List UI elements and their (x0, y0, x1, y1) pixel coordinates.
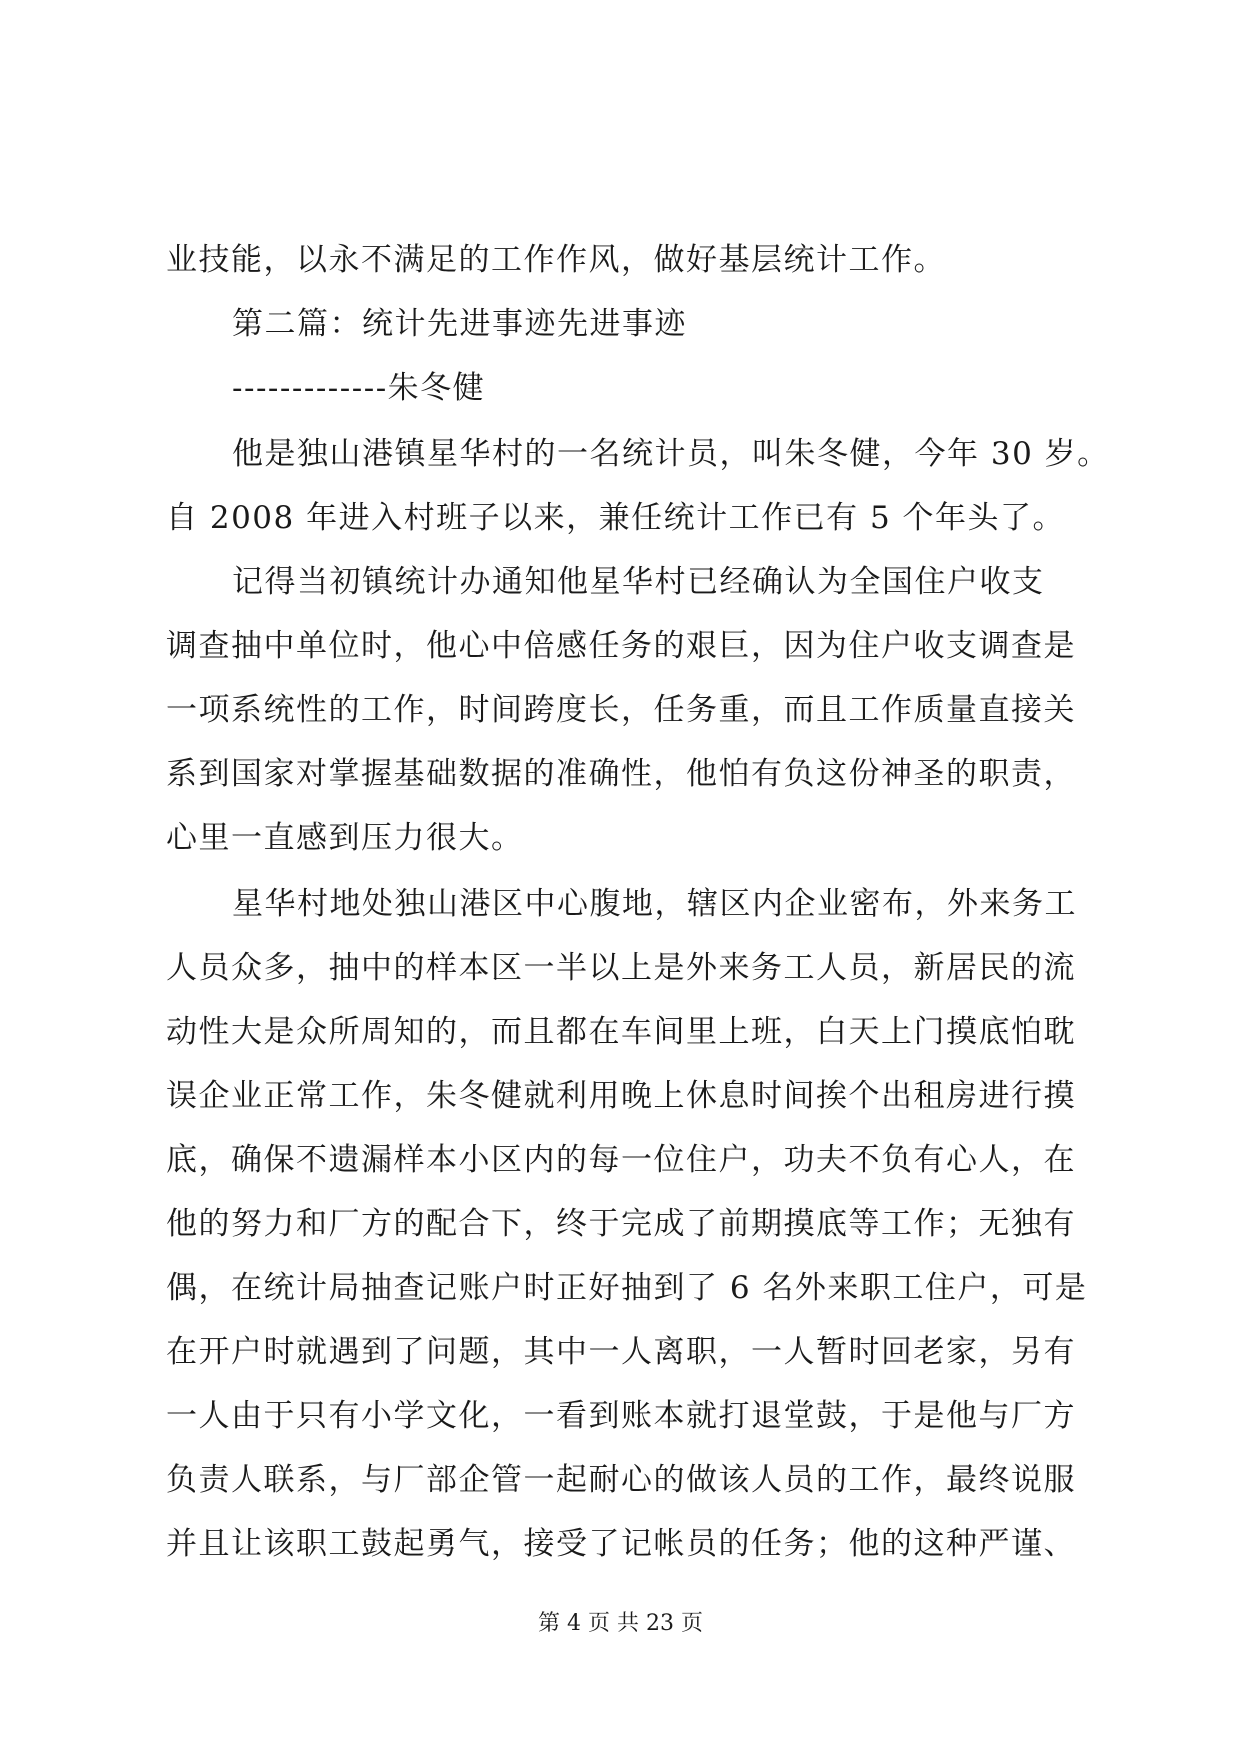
body-text-line: 在开户时就遇到了问题，其中一人离职，一人暂时回老家，另有 (166, 1334, 1076, 1370)
body-text-line: 系到国家对掌握基础数据的准确性，他怕有负这份神圣的职责， (166, 756, 1076, 792)
body-text-line: 偶，在统计局抽查记账户时正好抽到了 6 名外来职工住户，可是 (166, 1270, 1088, 1306)
body-text-line: 调查抽中单位时，他心中倍感任务的艰巨，因为住户收支调查是 (166, 628, 1076, 664)
section-heading: 第二篇：统计先进事迹先进事迹 (232, 306, 687, 342)
body-text-line: 底，确保不遗漏样本小区内的每一位住户，功夫不负有心人，在 (166, 1142, 1076, 1178)
body-text-line: 一项系统性的工作，时间跨度长，任务重，而且工作质量直接关 (166, 692, 1076, 728)
page-number-footer: 第 4 页 共 23 页 (538, 1611, 703, 1636)
body-text-line: 业技能，以永不满足的工作作风，做好基层统计工作。 (166, 242, 946, 278)
body-text-line: 动性大是众所周知的，而且都在车间里上班，白天上门摸底怕耽 (166, 1014, 1076, 1050)
body-text-line: 他是独山港镇星华村的一名统计员，叫朱冬健，今年 30 岁。 (232, 436, 1110, 472)
body-text-line: 星华村地处独山港区中心腹地，辖区内企业密布，外来务工 (232, 886, 1077, 922)
body-text-line: 负责人联系，与厂部企管一起耐心的做该人员的工作，最终说服 (166, 1462, 1076, 1498)
body-text-line: 他的努力和厂方的配合下，终于完成了前期摸底等工作；无独有 (166, 1206, 1076, 1242)
author-line: -------------朱冬健 (232, 370, 486, 406)
body-text-line: 记得当初镇统计办通知他星华村已经确认为全国住户收支 (232, 564, 1045, 600)
body-text-line: 自 2008 年进入村班子以来，兼任统计工作已有 5 个年头了。 (166, 500, 1066, 536)
body-text-line: 误企业正常工作，朱冬健就利用晚上休息时间挨个出租房进行摸 (166, 1078, 1076, 1114)
body-text-line: 并且让该职工鼓起勇气，接受了记帐员的任务；他的这种严谨、 (166, 1526, 1076, 1562)
body-text-line: 一人由于只有小学文化，一看到账本就打退堂鼓，于是他与厂方 (166, 1398, 1076, 1434)
body-text-line: 心里一直感到压力很大。 (166, 820, 524, 856)
body-text-line: 人员众多，抽中的样本区一半以上是外来务工人员，新居民的流 (166, 950, 1076, 986)
